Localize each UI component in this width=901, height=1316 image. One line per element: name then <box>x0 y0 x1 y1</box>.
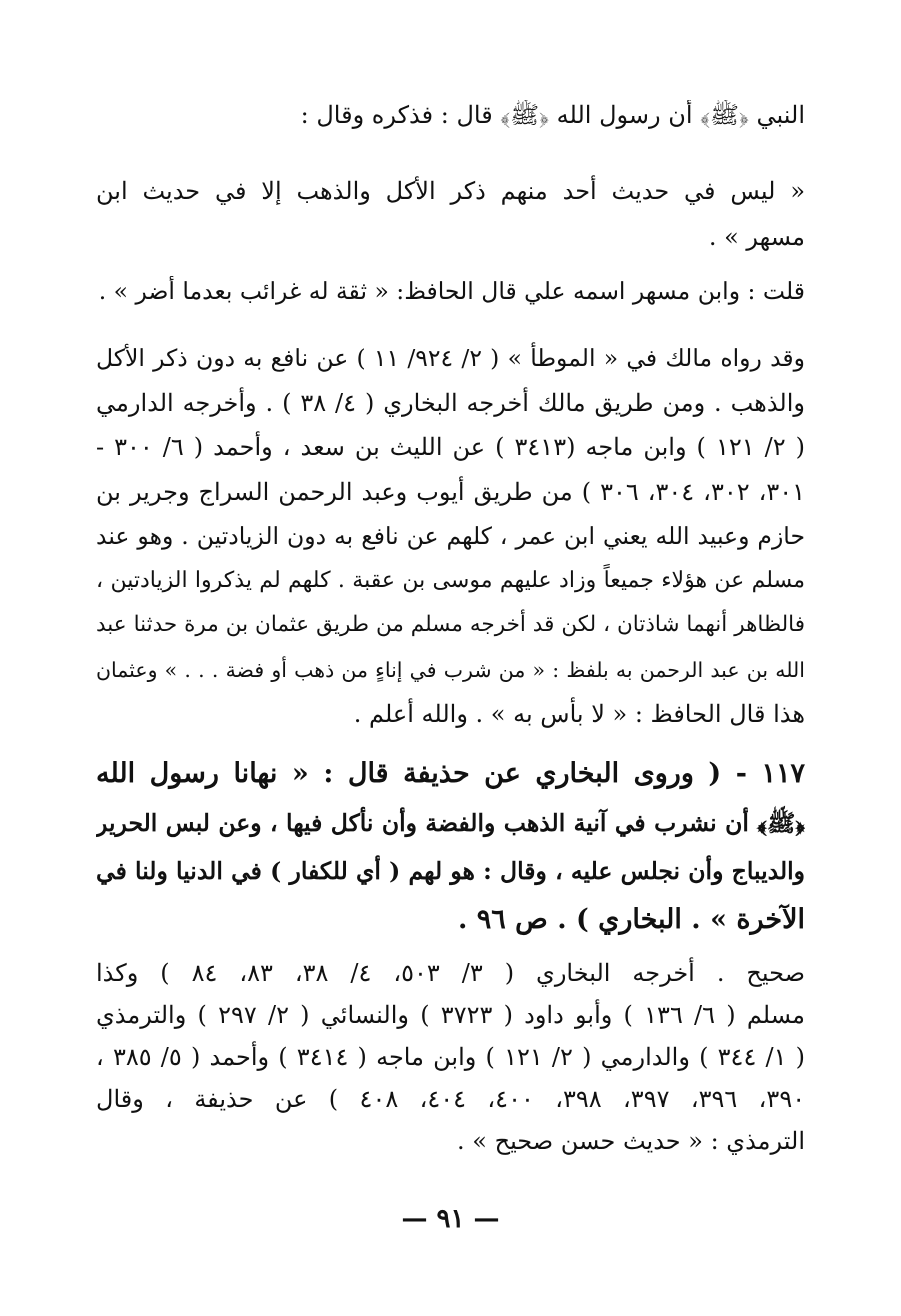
text-line: قلت : وابن مسهر اسمه علي قال الحافظ: « ثقة له غرائب بعدما أضر » . <box>98 277 805 305</box>
paragraph-note <box>96 276 805 306</box>
text-line: ( ٢/ ١٢١ ) وابن ماجه (٣٤١٣ ) عن الليث بن سعد ، وأحمد ( ٦/ ٣٠٠ - <box>96 433 805 461</box>
text-line: ﴿ﷺ﴾ أن نشرب في آنية الذهب والفضة وأن نأكل فيها ، وعن لبس الحرير <box>96 808 805 837</box>
paragraph-commentary <box>96 336 805 737</box>
document-page <box>96 0 805 1316</box>
page-number: — ٩١ — <box>401 1204 500 1234</box>
text-line: مسلم عن هؤلاء جميعاً وزاد عليهم موسى بن عقبة . كلهم لم يذكروا الزيادتين ، <box>96 567 805 593</box>
paragraph-grading <box>96 952 805 1162</box>
text-line: ( ١/ ٣٤٤ ) والدارمي ( ٢/ ١٢١ ) وابن ماجه ( ٣٤١٤ ) وأحمد ( ٥/ ٣٨٥ ، <box>96 1043 805 1071</box>
text-line: هذا قال الحافظ : « لا بأس به » . والله أعلم . <box>353 700 805 728</box>
text-line: صحيح . أخرجه البخاري ( ٣/ ٥٠٣، ٤/ ٣٨، ٨٣، ٨٤ ) وكذا <box>96 959 805 987</box>
text-line: والذهب . ومن طريق مالك أخرجه البخاري ( ٤/ ٣٨ ) . وأخرجه الدارمي <box>96 388 805 417</box>
text-line: الترمذي : « حديث حسن صحيح » . <box>457 1127 805 1155</box>
text-line: فالظاهر أنهما شاذتان ، لكن قد أخرجه مسلم من طريق عثمان بن مرة حدثنا عبد <box>96 612 805 637</box>
paragraph-quote <box>96 168 805 260</box>
text-line: ٣٩٠، ٣٩٦، ٣٩٧، ٣٩٨، ٤٠٠، ٤٠٤، ٤٠٨ ) عن حذيفة ، وقال <box>96 1085 805 1113</box>
text-line: النبي ﴿ﷺ﴾ أن رسول الله ﴿ﷺ﴾ قال : فذكره وقال : <box>300 101 805 129</box>
text-line: وقد رواه مالك في « الموطأ » ( ٢/ ٩٢٤/ ١١ ) عن نافع به دون ذكر الأكل <box>96 344 805 372</box>
text-line: الآخرة » . البخاري ) . ص ٩٦ . <box>457 903 805 935</box>
paragraph-intro <box>96 100 805 130</box>
text-line: الله بن عبد الرحمن به بلفظ : « من شرب في إناءٍ من ذهب أو فضة . . . » وعثمان <box>96 657 805 682</box>
text-line: حازم وعبيد الله يعني ابن عمر ، كلهم عن نافع به دون الزيادتين . وهو عند <box>96 522 805 550</box>
text-line: والديباج وأن نجلس عليه ، وقال : هو لهم ( أي للكفار ) في الدنيا ولنا في <box>96 857 805 885</box>
text-line: « ليس في حديث أحد منهم ذكر الأكل والذهب إلا في حديث ابن <box>96 177 805 205</box>
text-line: ١١٧ - ( وروى البخاري عن حذيفة قال : « نهانا رسول الله <box>96 758 805 789</box>
text-line: مسلم ( ٦/ ١٣٦ ) وأبو داود ( ٣٧٢٣ ) والنسائي ( ٢/ ٢٩٧ ) والترمذي <box>96 1001 805 1029</box>
paragraph-hadith-117 <box>96 750 805 944</box>
text-line: مسهر » . <box>708 223 805 251</box>
text-line: ٣٠١، ٣٠٢، ٣٠٤، ٣٠٦ ) من طريق أيوب وعبد الرحمن السراج وجرير بن <box>96 477 805 506</box>
